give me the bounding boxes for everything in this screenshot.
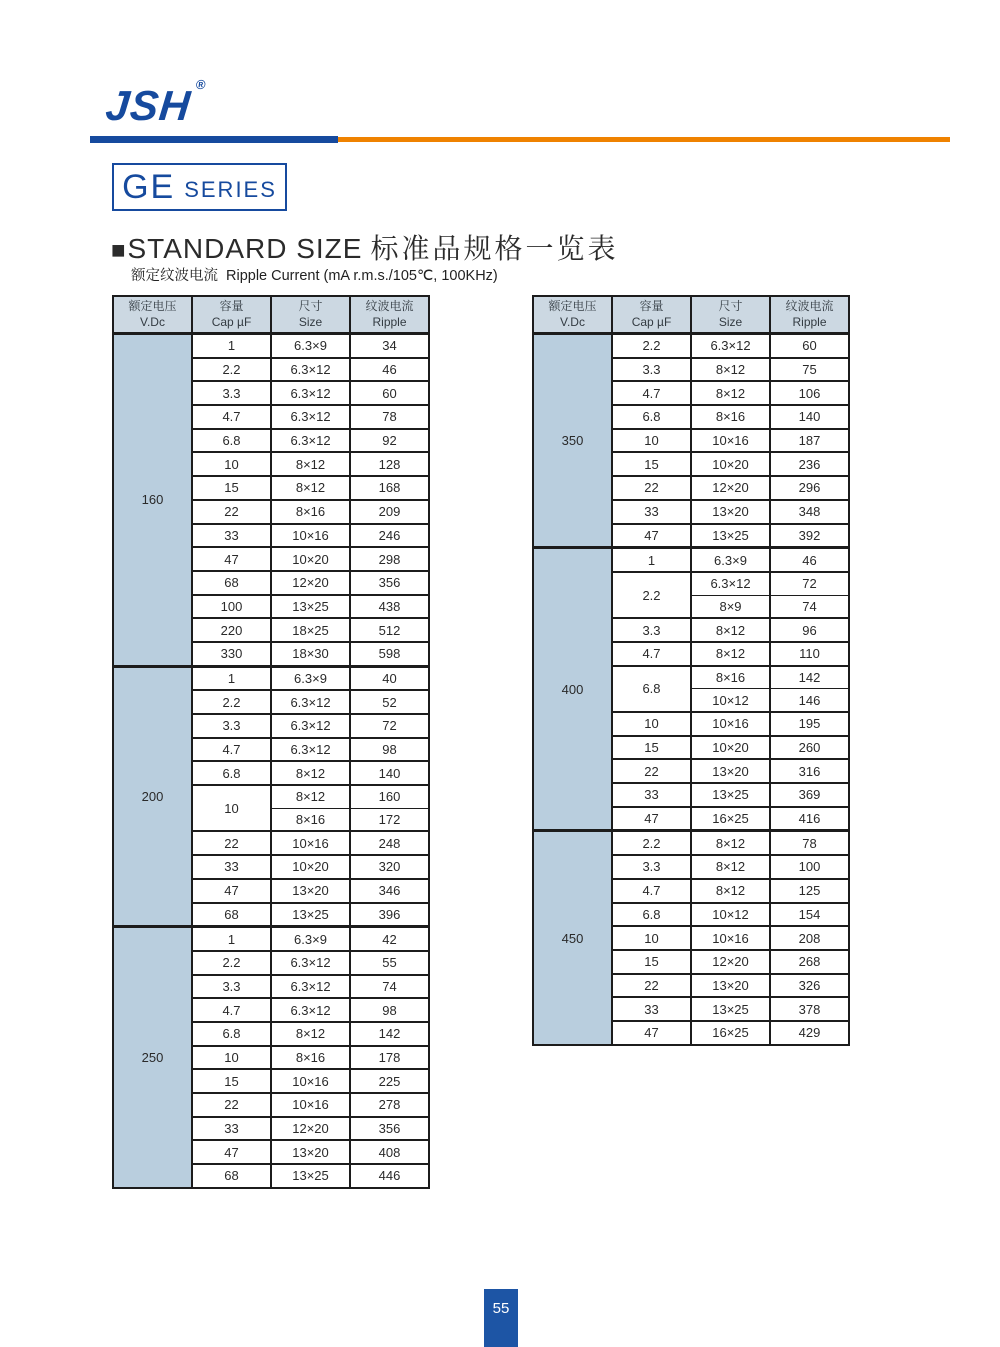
cap-cell: 6.8: [612, 405, 691, 429]
size-cell: 18×25: [271, 618, 350, 642]
ripple-cell: 408: [350, 1140, 429, 1164]
cap-cell: 15: [612, 950, 691, 974]
brand-logo: [103, 77, 208, 130]
ripple-cell: 260: [770, 736, 849, 760]
size-cell: 8×12: [271, 785, 350, 808]
table-row: [113, 334, 429, 358]
size-cell: 6.3×12: [691, 334, 770, 358]
header-row: [533, 296, 849, 334]
size-cell: 13×20: [691, 759, 770, 783]
table-row: [533, 548, 849, 572]
size-cell: 10×12: [691, 689, 770, 712]
ripple-cell: 356: [350, 571, 429, 595]
size-cell: 13×25: [691, 997, 770, 1021]
cap-cell: 330: [192, 642, 271, 666]
ripple-cell: 96: [770, 618, 849, 642]
header-rule-orange: [338, 137, 950, 142]
ripple-cell: 34: [350, 334, 429, 358]
black-square-bullet: ■: [111, 237, 127, 264]
cap-cell: 68: [192, 1164, 271, 1188]
size-cell: 10×20: [691, 452, 770, 476]
cap-cell: 4.7: [192, 998, 271, 1022]
size-cell: 8×16: [691, 666, 770, 689]
ripple-cell: 154: [770, 903, 849, 927]
cap-cell: 10: [192, 1046, 271, 1070]
cap-cell: 47: [192, 1140, 271, 1164]
cap-cell: 6.8: [192, 1022, 271, 1046]
cap-cell: 15: [192, 476, 271, 500]
column-header: 纹波电流 Ripple: [350, 296, 429, 334]
ripple-cell: 320: [350, 855, 429, 879]
ripple-cell: 110: [770, 642, 849, 666]
ripple-cell: 40: [350, 666, 429, 690]
cap-cell: 22: [192, 831, 271, 855]
ripple-cell: 392: [770, 524, 849, 548]
size-cell: 8×16: [271, 500, 350, 524]
size-cell: 10×20: [691, 736, 770, 760]
voltage-cell: 350: [533, 334, 612, 548]
cap-cell: 1: [612, 548, 691, 572]
voltage-cell: 450: [533, 831, 612, 1045]
ripple-cell: 100: [770, 855, 849, 879]
size-cell: 16×25: [691, 1021, 770, 1045]
cap-cell: 2.2: [612, 572, 691, 618]
size-cell: 13×25: [271, 1164, 350, 1188]
size-cell: 8×12: [271, 1022, 350, 1046]
table-row: [533, 831, 849, 855]
table-row: [533, 334, 849, 358]
ripple-cell: 296: [770, 476, 849, 500]
table-row: [113, 927, 429, 951]
spec-table-left-container: [112, 295, 430, 1189]
voltage-cell: 400: [533, 548, 612, 831]
size-cell: 6.3×12: [271, 358, 350, 382]
cap-cell: 1: [192, 666, 271, 690]
cap-cell: 15: [612, 736, 691, 760]
size-cell: 6.3×12: [271, 381, 350, 405]
size-cell: 12×20: [271, 1117, 350, 1141]
size-cell: 8×12: [691, 642, 770, 666]
spec-table-right: [532, 295, 850, 1046]
cap-cell: 33: [192, 855, 271, 879]
series-box: [112, 163, 287, 211]
page-number-box: [484, 1289, 518, 1347]
ripple-cell: 208: [770, 926, 849, 950]
cap-cell: 10: [192, 785, 271, 831]
ripple-cell: 187: [770, 429, 849, 453]
size-cell: 6.3×12: [271, 714, 350, 738]
ripple-cell: 160: [350, 785, 429, 808]
ripple-note-en: Ripple Current (mA r.m.s./105℃, 100KHz): [226, 268, 498, 284]
ripple-cell: 236: [770, 452, 849, 476]
cap-cell: 33: [192, 524, 271, 548]
ripple-cell: 98: [350, 738, 429, 762]
size-cell: 6.3×12: [271, 998, 350, 1022]
ripple-cell: 72: [350, 714, 429, 738]
cap-cell: 47: [192, 547, 271, 571]
registered-mark: ®: [195, 77, 208, 92]
column-header: 尺寸 Size: [691, 296, 770, 334]
cap-cell: 22: [192, 500, 271, 524]
size-cell: 8×12: [691, 831, 770, 855]
cap-cell: 4.7: [612, 642, 691, 666]
cap-cell: 6.8: [192, 761, 271, 785]
spec-table-left: [112, 295, 430, 1189]
cap-cell: 47: [192, 879, 271, 903]
ripple-cell: 246: [350, 524, 429, 548]
ripple-cell: 598: [350, 642, 429, 666]
size-cell: 10×20: [271, 855, 350, 879]
ripple-cell: 396: [350, 903, 429, 927]
size-cell: 12×20: [691, 476, 770, 500]
size-cell: 18×30: [271, 642, 350, 666]
ripple-cell: 378: [770, 997, 849, 1021]
cap-cell: 22: [192, 1093, 271, 1117]
cap-cell: 2.2: [612, 334, 691, 358]
page-title-zh: 标准品规格一览表: [370, 233, 619, 264]
cap-cell: 10: [612, 926, 691, 950]
cap-cell: 33: [612, 500, 691, 524]
ripple-cell: 78: [770, 831, 849, 855]
ripple-cell: 128: [350, 452, 429, 476]
cap-cell: 15: [192, 1069, 271, 1093]
size-cell: 13×20: [691, 974, 770, 998]
voltage-cell: 160: [113, 334, 192, 667]
ripple-cell: 209: [350, 500, 429, 524]
size-cell: 6.3×12: [271, 429, 350, 453]
ripple-cell: 98: [350, 998, 429, 1022]
size-cell: 8×12: [271, 476, 350, 500]
page-number: 55: [492, 1300, 510, 1317]
size-cell: 10×16: [271, 524, 350, 548]
size-cell: 10×16: [271, 1069, 350, 1093]
cap-cell: 4.7: [192, 405, 271, 429]
ripple-cell: 74: [770, 595, 849, 618]
size-cell: 8×9: [691, 595, 770, 618]
cap-cell: 2.2: [192, 951, 271, 975]
size-cell: 6.3×9: [271, 927, 350, 951]
ripple-cell: 268: [770, 950, 849, 974]
size-cell: 10×16: [691, 429, 770, 453]
ripple-cell: 42: [350, 927, 429, 951]
size-cell: 13×20: [691, 500, 770, 524]
size-cell: 8×16: [271, 808, 350, 831]
cap-cell: 100: [192, 595, 271, 619]
size-cell: 13×25: [691, 524, 770, 548]
size-cell: 8×12: [691, 358, 770, 382]
size-cell: 6.3×12: [271, 975, 350, 999]
column-header: 纹波电流 Ripple: [770, 296, 849, 334]
ripple-cell: 316: [770, 759, 849, 783]
column-header: 容量 Cap µF: [612, 296, 691, 334]
size-cell: 13×20: [271, 1140, 350, 1164]
ripple-cell: 346: [350, 879, 429, 903]
ripple-cell: 512: [350, 618, 429, 642]
ripple-cell: 195: [770, 712, 849, 736]
ripple-cell: 178: [350, 1046, 429, 1070]
ripple-cell: 60: [770, 334, 849, 358]
cap-cell: 10: [612, 712, 691, 736]
ripple-cell: 92: [350, 429, 429, 453]
ripple-cell: 356: [350, 1117, 429, 1141]
cap-cell: 47: [612, 807, 691, 831]
brand-logo-text: JSH: [103, 82, 194, 129]
size-cell: 13×25: [271, 595, 350, 619]
cap-cell: 3.3: [192, 975, 271, 999]
ripple-cell: 168: [350, 476, 429, 500]
ripple-cell: 142: [350, 1022, 429, 1046]
cap-cell: 10: [612, 429, 691, 453]
cap-cell: 2.2: [612, 831, 691, 855]
column-header: 尺寸 Size: [271, 296, 350, 334]
header-row: [113, 296, 429, 334]
size-cell: 8×12: [271, 452, 350, 476]
size-cell: 6.3×12: [271, 690, 350, 714]
page-title: [111, 227, 618, 267]
size-cell: 8×16: [271, 1046, 350, 1070]
ripple-cell: 416: [770, 807, 849, 831]
series-name: GE: [122, 167, 176, 206]
ripple-cell: 248: [350, 831, 429, 855]
cap-cell: 33: [612, 783, 691, 807]
header-rule-blue: [90, 136, 338, 143]
ripple-cell: 55: [350, 951, 429, 975]
ripple-cell: 125: [770, 879, 849, 903]
size-cell: 10×16: [271, 831, 350, 855]
size-cell: 13×25: [271, 903, 350, 927]
ripple-cell: 60: [350, 381, 429, 405]
cap-cell: 220: [192, 618, 271, 642]
ripple-cell: 142: [770, 666, 849, 689]
ripple-cell: 74: [350, 975, 429, 999]
page-title-en: STANDARD SIZE: [127, 233, 363, 264]
cap-cell: 47: [612, 1021, 691, 1045]
cap-cell: 4.7: [612, 381, 691, 405]
cap-cell: 1: [192, 334, 271, 358]
cap-cell: 1: [192, 927, 271, 951]
size-cell: 8×12: [691, 381, 770, 405]
cap-cell: 2.2: [192, 690, 271, 714]
ripple-cell: 438: [350, 595, 429, 619]
size-cell: 12×20: [691, 950, 770, 974]
size-cell: 8×12: [691, 879, 770, 903]
ripple-cell: 75: [770, 358, 849, 382]
cap-cell: 68: [192, 571, 271, 595]
cap-cell: 6.8: [612, 666, 691, 712]
ripple-note-zh: 额定纹波电流: [131, 268, 218, 284]
ripple-cell: 46: [350, 358, 429, 382]
size-cell: 6.3×12: [691, 572, 770, 595]
spec-table-right-container: [532, 295, 850, 1046]
cap-cell: 4.7: [612, 879, 691, 903]
ripple-cell: 278: [350, 1093, 429, 1117]
ripple-cell: 78: [350, 405, 429, 429]
size-cell: 12×20: [271, 571, 350, 595]
ripple-cell: 326: [770, 974, 849, 998]
size-cell: 6.3×12: [271, 405, 350, 429]
ripple-cell: 298: [350, 547, 429, 571]
cap-cell: 4.7: [192, 738, 271, 762]
size-cell: 8×12: [271, 761, 350, 785]
ripple-cell: 140: [770, 405, 849, 429]
header-rule: [90, 136, 950, 143]
size-cell: 6.3×12: [271, 951, 350, 975]
ripple-cell: 106: [770, 381, 849, 405]
cap-cell: 15: [612, 452, 691, 476]
ripple-cell: 369: [770, 783, 849, 807]
size-cell: 10×16: [271, 1093, 350, 1117]
size-cell: 16×25: [691, 807, 770, 831]
size-cell: 6.3×9: [271, 334, 350, 358]
cap-cell: 22: [612, 974, 691, 998]
column-header: 容量 Cap µF: [192, 296, 271, 334]
cap-cell: 6.8: [192, 429, 271, 453]
size-cell: 10×12: [691, 903, 770, 927]
size-cell: 8×16: [691, 405, 770, 429]
cap-cell: 22: [612, 476, 691, 500]
cap-cell: 6.8: [612, 903, 691, 927]
cap-cell: 3.3: [192, 714, 271, 738]
ripple-cell: 52: [350, 690, 429, 714]
cap-cell: 10: [192, 452, 271, 476]
series-label: SERIES: [184, 177, 277, 202]
cap-cell: 3.3: [192, 381, 271, 405]
cap-cell: 3.3: [612, 855, 691, 879]
cap-cell: 22: [612, 759, 691, 783]
ripple-cell: 172: [350, 808, 429, 831]
column-header: 额定电压 V.Dc: [533, 296, 612, 334]
ripple-cell: 72: [770, 572, 849, 595]
cap-cell: 2.2: [192, 358, 271, 382]
voltage-cell: 200: [113, 666, 192, 927]
cap-cell: 33: [612, 997, 691, 1021]
size-cell: 10×20: [271, 547, 350, 571]
size-cell: 6.3×12: [271, 738, 350, 762]
voltage-cell: 250: [113, 927, 192, 1188]
cap-cell: 47: [612, 524, 691, 548]
ripple-cell: 46: [770, 548, 849, 572]
ripple-cell: 446: [350, 1164, 429, 1188]
size-cell: 10×16: [691, 926, 770, 950]
cap-cell: 33: [192, 1117, 271, 1141]
size-cell: 13×25: [691, 783, 770, 807]
ripple-cell: 146: [770, 689, 849, 712]
size-cell: 6.3×9: [691, 548, 770, 572]
size-cell: 13×20: [271, 879, 350, 903]
size-cell: 8×12: [691, 618, 770, 642]
ripple-cell: 140: [350, 761, 429, 785]
ripple-cell: 225: [350, 1069, 429, 1093]
table-row: [113, 666, 429, 690]
size-cell: 10×16: [691, 712, 770, 736]
column-header: 额定电压 V.Dc: [113, 296, 192, 334]
size-cell: 8×12: [691, 855, 770, 879]
cap-cell: 3.3: [612, 358, 691, 382]
size-cell: 6.3×9: [271, 666, 350, 690]
cap-cell: 68: [192, 903, 271, 927]
ripple-current-note: [131, 264, 498, 285]
ripple-cell: 429: [770, 1021, 849, 1045]
ripple-cell: 348: [770, 500, 849, 524]
cap-cell: 3.3: [612, 618, 691, 642]
